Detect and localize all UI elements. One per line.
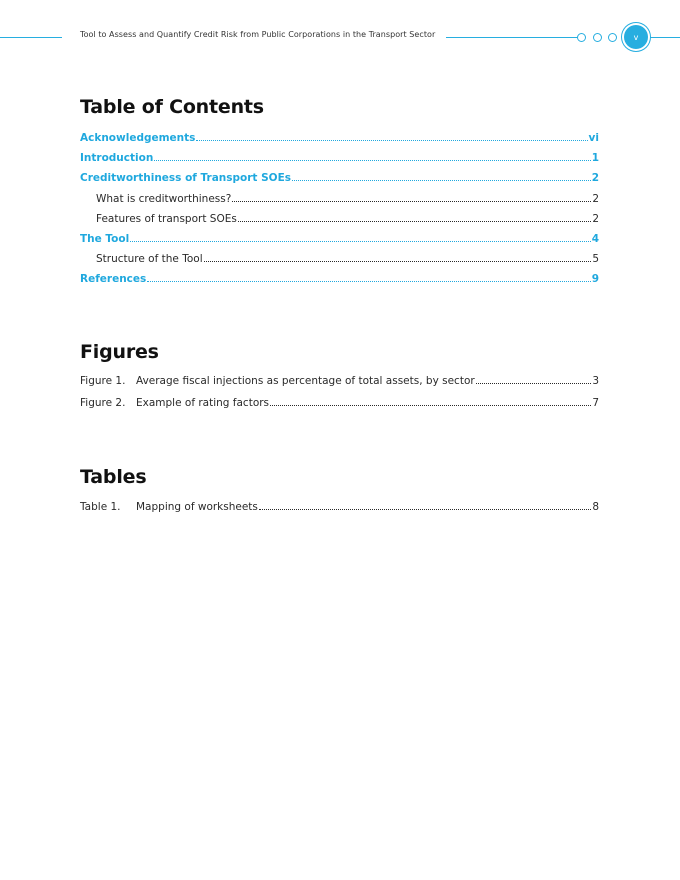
toc-entry-label: Introduction: [80, 152, 154, 165]
toc-entry-page: 2: [591, 172, 599, 185]
toc-heading: Table of Contents: [80, 96, 264, 118]
dot-leader: [196, 140, 587, 141]
toc-entry-label: References: [80, 273, 147, 286]
toc-entry-page: 1: [591, 152, 599, 165]
figure-number: Figure 1.: [80, 375, 126, 387]
toc-entry[interactable]: [80, 233, 599, 253]
tables-list: [80, 501, 599, 523]
dot-leader: [270, 405, 591, 406]
toc-entry-page: 9: [591, 273, 599, 286]
toc-subentry[interactable]: [80, 193, 599, 213]
toc-subentry[interactable]: [80, 253, 599, 273]
toc-entry[interactable]: [80, 152, 599, 172]
toc-entry-label: The Tool: [80, 232, 130, 245]
table-number: Table 1.: [80, 501, 121, 513]
page-header: [0, 22, 680, 52]
dot-leader: [292, 180, 591, 181]
header-rule-right: [446, 37, 578, 38]
running-title: Tool to Assess and Quantify Credit Risk from Public Corporations in the Transport Sector: [80, 30, 436, 39]
header-rule-end: [650, 37, 680, 38]
dot-leader: [154, 160, 590, 161]
figure-page: 7: [592, 396, 599, 409]
decorative-circle-icon: [577, 33, 586, 42]
toc-entry[interactable]: [80, 172, 599, 192]
toc-entry-page: 2: [592, 212, 599, 225]
figure-label: Average fiscal injections as percentage of total assets, by sector: [136, 375, 475, 387]
toc-entry-label: Structure of the Tool: [96, 253, 203, 266]
dot-leader: [147, 281, 590, 282]
toc-entry-label: Creditworthiness of Transport SOEs: [80, 172, 292, 185]
table-label: Mapping of worksheets: [136, 501, 258, 513]
dot-leader: [232, 201, 591, 202]
dot-leader: [476, 383, 592, 384]
figures-list: [80, 375, 599, 418]
decorative-circle-icon: [608, 33, 617, 42]
toc-entry-page: 2: [592, 192, 599, 205]
dot-leader: [259, 509, 591, 510]
table-page: 8: [592, 501, 599, 513]
dot-leader: [130, 241, 590, 242]
tables-heading: Tables: [80, 466, 147, 488]
figure-page: 3: [592, 375, 599, 387]
toc-subentry[interactable]: [80, 213, 599, 233]
toc-list: [80, 132, 599, 294]
toc-entry-page: 5: [592, 253, 599, 266]
decorative-circle-icon: [593, 33, 602, 42]
table-entry[interactable]: [80, 501, 599, 523]
figure-entry[interactable]: [80, 397, 599, 419]
toc-entry-label: What is creditworthiness?: [96, 192, 232, 205]
figures-heading: Figures: [80, 341, 159, 363]
dot-leader: [238, 221, 591, 222]
figure-number: Figure 2.: [80, 396, 126, 409]
figure-entry[interactable]: [80, 375, 599, 397]
dot-leader: [204, 261, 592, 262]
toc-entry-page: 4: [591, 232, 599, 245]
header-rule-left: [0, 37, 62, 38]
toc-entry[interactable]: [80, 132, 599, 152]
page-number-badge: v: [624, 25, 648, 49]
figure-label: Example of rating factors: [136, 396, 270, 409]
toc-entry-page: vi: [588, 132, 599, 144]
toc-entry[interactable]: [80, 273, 599, 293]
toc-entry-label: Features of transport SOEs: [96, 212, 237, 225]
toc-entry-label: Acknowledgements: [80, 132, 196, 144]
